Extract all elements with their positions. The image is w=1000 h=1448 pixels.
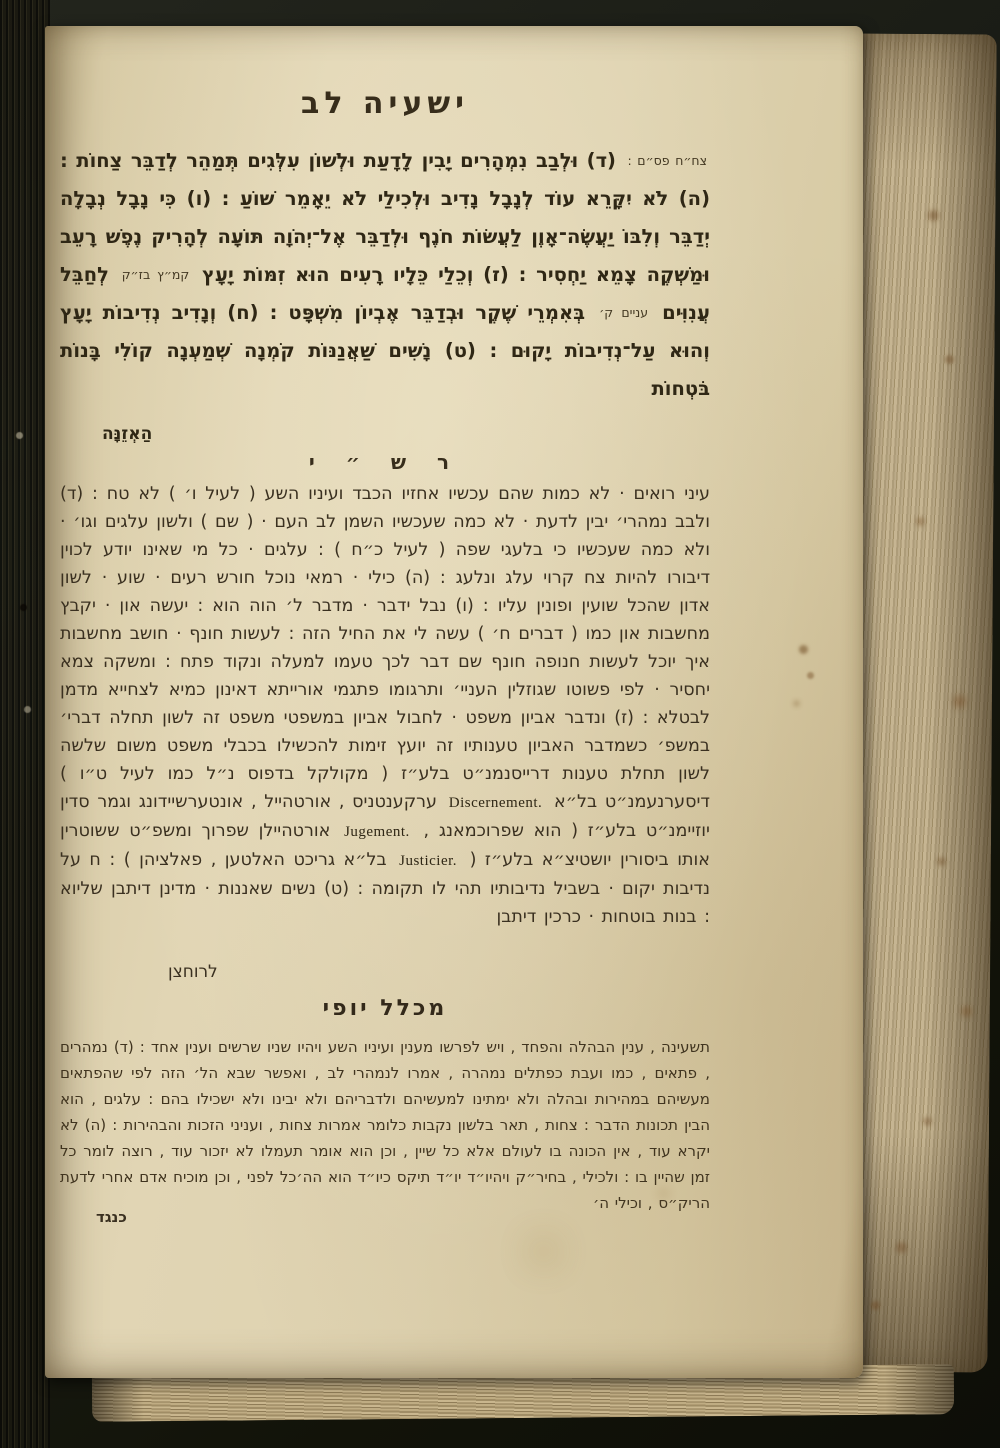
catchword: כנגד (96, 1208, 127, 1226)
michlal-heading: מכלל יופי (322, 996, 448, 1021)
michlal-commentary: תשעינה , ענין הבהלה והפחד , ויש לפרשו מענין ועיניו השע ויהיו שניו שרשים וענין אחד : (ד) נמהרים , פתאים , כמו ועבת כפתלים נמהרה , אמרו לנמהרי לב , ואפשר שבא הל׳ הזה לפי שהפתאים מעשיהם במהירות ובהלה ולא ימתינו למעשיהם ולדבריהם ולא יבינו ולא ישכילו בהם : עלגים , הוא הבין תכונות הדבר : צחות , תאר בלשון נקבות כלומר אמרות צחות , ועניני הזכות והבהירות : (ה) לא יקרא עוד , אין הכונה בו לעולם אלא כל שיין , וכן הוא אומר תעמלו לא יזכור עוד , רוצה לומר כל זמן שהיין בו : ולכילי , בחיר״ק ויהיו״ד יו״ד תיקס כיו״ד הוא הה׳כל לפני , וכן מוכיח אדם אחרי לדעת הריק״ס , וכילי ה׳ (60, 1038, 710, 1212)
latin-gloss-discernement: Discernement. (448, 795, 543, 811)
latin-gloss-jugement: Jugement. (344, 824, 410, 840)
book-page (45, 26, 863, 1378)
rashi-text-c: אורטהיילן שפרוך ומשפ״ט ששוטרין אותו ביסורין יושטיצ״א בלע״ז ( (60, 821, 710, 870)
rashi-text-a: עיני רואים · לא כמות שהם עכשיו אחזיו הכבד ועיניו השע ( לעיל ו׳ ) לא טח : (ד) ולבב נמהרי׳ יבין לדעת · לא כמה שעכשיו השמן לב העם · ( שם ) ולשון עלגים וגו׳ · ולא כמה שעכשיו כי בלעגי שפה ( לעיל כ״ח ) : עלגים · כל מי שאינו יודע לכוין דיבורו להיות צח קרוי עלג ונלעג : (ה) כילי · רמאי נוכל חורש רעים · שוע · לשון אדון שהכל שועין ופונין עליו : (ו) נבל ידבר · מדבר ל׳ הוה הוא : יעשה און · יקבץ מחשבות און כמו ( דברים ח׳ ) עשה לי את החיל הזה : לעשות חונף · חושב מחשבות איך יוכל לעשות חנופה חונף שם דבר לכך טעמו למעלה ונקוד פתח : ומשקה צמא יחסיר · לפי פשוטו שגוזלין העניי׳ ותרגומו פתגמי אורייתא דאינון כמיא לצחייא מדמן לבטלא : (ז) ונדבר אביון משפט · לחבול אביון במשפטי משפט זה לשון תחלה דברי׳ במשפ׳ כשמדבר האביון טענותיו זה יועץ זימות להכשילו בכבלי משפט משום שלשה לשון תחלת טענות דרייסנמנ״ט בלע״ז ( מקולקל בדפוס נ״ל כמו לעיל ט״ו ) דיסערנעמנ״ט בל״א (60, 484, 710, 812)
rashi-commentary (60, 480, 710, 931)
masora-note: קמ״ץ בז״ק (121, 267, 190, 282)
page-fore-edge (847, 34, 996, 1373)
foxing-spots (0, 0, 7, 7)
rashi-last-word: לרוחצן (168, 962, 218, 982)
bible-verses-c: בְּאִמְרֵי שֶׁקֶר וּבְדַבֵּר אֶבְיוֹן מִשְׁפָּט : (ח) וְנָדִיב נְדִיבוֹת יָעָץ וְהוּא עַל־נְדִיבוֹת יָקוּם : (ט) נָשִׁים שַׁאֲנַנּוֹת קֹמְנָה שְׁמַעְנָה קוֹלִי בָּנוֹת בֹּטְחוֹת (60, 301, 710, 400)
qere-note: עניים ק׳ (599, 305, 649, 320)
rashi-heading: ר ש ״ י (308, 450, 462, 474)
rashi-text-d: בל״א גריכט האלטען , פאלציהן ) : ח על נדיבות יקום · בשביל נדיבותיו תהי לו תקומה : (ט) נשים שאננות · מדינן דיתבן שליוא : בנות בוטחות · כרכין דיתבן (60, 850, 710, 927)
carryover-word: הַאְזֵנָּה (102, 424, 153, 444)
masora-margin-note: צח״ח פס״ם : (627, 153, 707, 168)
bible-verses-b: לְחַבֵּל עֲנִוִּים (60, 263, 710, 324)
page-title: ישעיה לב (301, 86, 469, 121)
binding-shadow-strip (0, 0, 50, 1448)
bible-verses-a: (ד) וּלְבַב נִמְהָרִים יָבִין לָדָעַת וּלְשׁוֹן עִלְּגִים תְּמַהֵר לְדַבֵּר צַחוֹת : (ה) לֹא יִקָּרֵא עוֹד לְנָבָל נָדִיב וּלְכִילַי לֹא יֵאָמֵר שׁוֹעַ : (ו) כִּי נָבָל נְבָלָה יְדַבֵּר וְלִבּוֹ יַעֲשֶׂה־אָוֶן לַעֲשׂוֹת חֹנֶף וּלְדַבֵּר אֶל־יְהֹוָה תּוֹעָה לְהָרִיק נֶפֶשׁ רָעֵב וּמַשְׁקֶה צָמֵא יַחְסִיר : (ז) וְכֵלַי כֵּלָיו רָעִים הוּא זִמּוֹת יָעָץ (60, 149, 710, 286)
bible-text (60, 142, 710, 408)
latin-gloss-justicier: Justicier. (399, 853, 458, 869)
rashi-text-b: ערקענטניס , אורטהייל , אונטערשיידונג וגמר סדין יוזיימנ״ט בלע״ז ( הוא שפרוכמאנג , (60, 792, 710, 841)
